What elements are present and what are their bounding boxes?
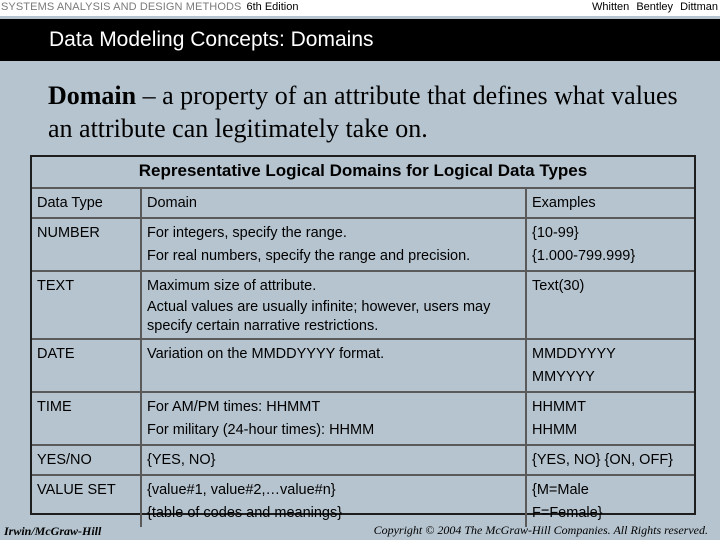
- table-row: [32, 445, 694, 475]
- table-caption: Representative Logical Domains for Logical Data Types: [138, 161, 588, 180]
- table-row: [32, 218, 694, 271]
- table-header-row: [32, 188, 694, 218]
- domain-line: {table of codes and meanings}: [147, 505, 343, 521]
- data-type-cell: TIME: [32, 392, 141, 445]
- domain-line: Variation on the MMDDYYYY format.: [147, 346, 385, 362]
- domain-line: For integers, specify the range.: [147, 225, 347, 241]
- column-header-examples: Examples: [526, 188, 694, 218]
- example-line: Text(30): [532, 278, 585, 294]
- edition-label: 6th Edition: [246, 1, 299, 13]
- domain-line: For AM/PM times: HHMMT: [147, 399, 321, 415]
- domain-line: {YES, NO}: [147, 452, 216, 468]
- copyright-notice: Copyright © 2004 The McGraw-Hill Companies. All Rights reserved.: [373, 523, 708, 537]
- domains-table: [32, 187, 694, 527]
- definition-paragraph: [48, 79, 698, 145]
- course-name: SYSTEMS ANALYSIS AND DESIGN METHODS: [1, 1, 242, 13]
- example-line: {10-99}: [532, 225, 579, 241]
- slide-title: Data Modeling Concepts: Domains: [49, 28, 374, 51]
- example-line: F=Female}: [532, 505, 603, 521]
- authors-label: Whitten Bentley Dittman: [592, 1, 718, 13]
- example-line: HHMM: [532, 422, 578, 438]
- header-bar: [0, 0, 720, 16]
- domain-cell: [141, 475, 526, 527]
- table-row: [32, 475, 694, 527]
- domain-line: {value#1, value#2,…value#n}: [147, 482, 336, 498]
- domain-cell: [141, 392, 526, 445]
- data-type-cell: DATE: [32, 339, 141, 392]
- domain-cell: [141, 339, 526, 392]
- domain-line: For military (24-hour times): HHMM: [147, 422, 375, 438]
- data-type-cell: NUMBER: [32, 218, 141, 271]
- title-bar: [0, 19, 720, 61]
- definition-text: – a property of an attribute that defines what values an attribute can legitimately take on.: [48, 81, 678, 143]
- domain-line: Actual values are usually infinite; however, users may specify certain narrative restrictions.: [147, 299, 491, 334]
- example-line: {1.000-799.999}: [532, 248, 636, 264]
- example-line: {YES, NO} {ON, OFF}: [532, 452, 674, 468]
- domain-cell: [141, 445, 526, 475]
- column-header-data-type: Data Type: [32, 188, 141, 218]
- data-type-cell: VALUE SET: [32, 475, 141, 527]
- domains-table-panel: [30, 155, 696, 521]
- examples-cell: [526, 271, 694, 339]
- examples-cell: [526, 218, 694, 271]
- domain-cell: [141, 271, 526, 339]
- examples-cell: [526, 392, 694, 445]
- column-header-domain: Domain: [141, 188, 526, 218]
- table-row: [32, 392, 694, 445]
- publisher-label: Irwin/McGraw-Hill: [4, 524, 102, 538]
- table-row: [32, 339, 694, 392]
- domain-line: Maximum size of attribute.: [147, 278, 317, 294]
- data-type-cell: TEXT: [32, 271, 141, 339]
- example-line: MMDDYYYY: [532, 346, 616, 362]
- data-type-cell: YES/NO: [32, 445, 141, 475]
- course-title: [1, 1, 298, 13]
- example-line: HHMMT: [532, 399, 586, 415]
- domain-cell: [141, 218, 526, 271]
- domain-line: For real numbers, specify the range and precision.: [147, 248, 471, 264]
- examples-cell: [526, 339, 694, 392]
- definition-term: Domain: [48, 81, 137, 110]
- table-row: [32, 271, 694, 339]
- example-line: {M=Male: [532, 482, 589, 498]
- examples-cell: [526, 445, 694, 475]
- example-line: MMYYYY: [532, 369, 595, 385]
- examples-cell: [526, 475, 694, 527]
